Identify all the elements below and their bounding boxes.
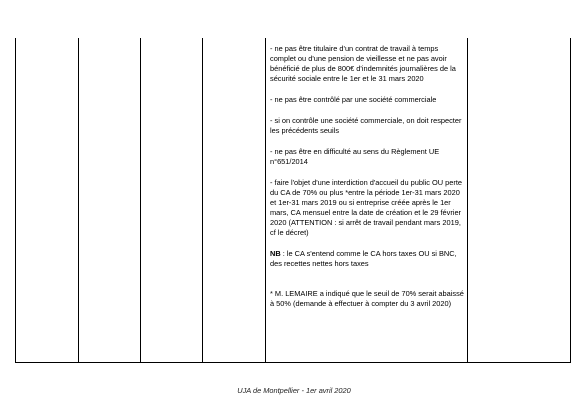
row-border-bottom xyxy=(15,362,570,363)
column-border xyxy=(265,38,266,363)
page-footer: UJA de Montpellier - 1er avril 2020 xyxy=(237,386,351,395)
column-border xyxy=(140,38,141,363)
condition-controlling: - si on contrôle une société commerciale, on doit respecter les précédents seuils xyxy=(270,116,462,135)
note-text: : le CA s'entend comme le CA hors taxes OU si BNC, des recettes nettes hors taxes xyxy=(270,249,457,268)
note xyxy=(270,249,465,269)
note-label: NB xyxy=(270,249,281,258)
condition-contract: - ne pas être titulaire d'un contrat de travail à temps complet ou d'une pension de vieillesse et ne pas avoir bénéficié de plus de 800€ d'indemnités journalières de la sécurité sociale entre le 1er et le 31 mars 2020 xyxy=(270,44,456,83)
column-border xyxy=(570,38,571,363)
column-border xyxy=(15,38,16,363)
condition-difficulty: - ne pas être en difficulté au sens du Règlement UE n°651/2014 xyxy=(270,147,440,166)
column-border xyxy=(467,38,468,363)
table-cell-conditions xyxy=(270,44,465,320)
column-border xyxy=(202,38,203,363)
column-border xyxy=(78,38,79,363)
condition-revenue-loss: - faire l'objet d'une interdiction d'accueil du public OU perte du CA de 70% ou plus *entre la période 1er-31 mars 2020 et 1er-31 mars 2019 ou si entreprise créée après le 1er mars, CA mensuel entre la date de création et le 29 février 2020 (ATTENTION : si arrêt de travail pendant mars 2019, cf le décret) xyxy=(270,178,462,237)
footnote-threshold: * M. LEMAIRE a indiqué que le seuil de 70% serait abaissé à 50% (demande à effectuer à compter du 3 avril 2020) xyxy=(270,289,464,308)
condition-not-controlled: - ne pas être contrôlé par une société commerciale xyxy=(270,95,437,104)
